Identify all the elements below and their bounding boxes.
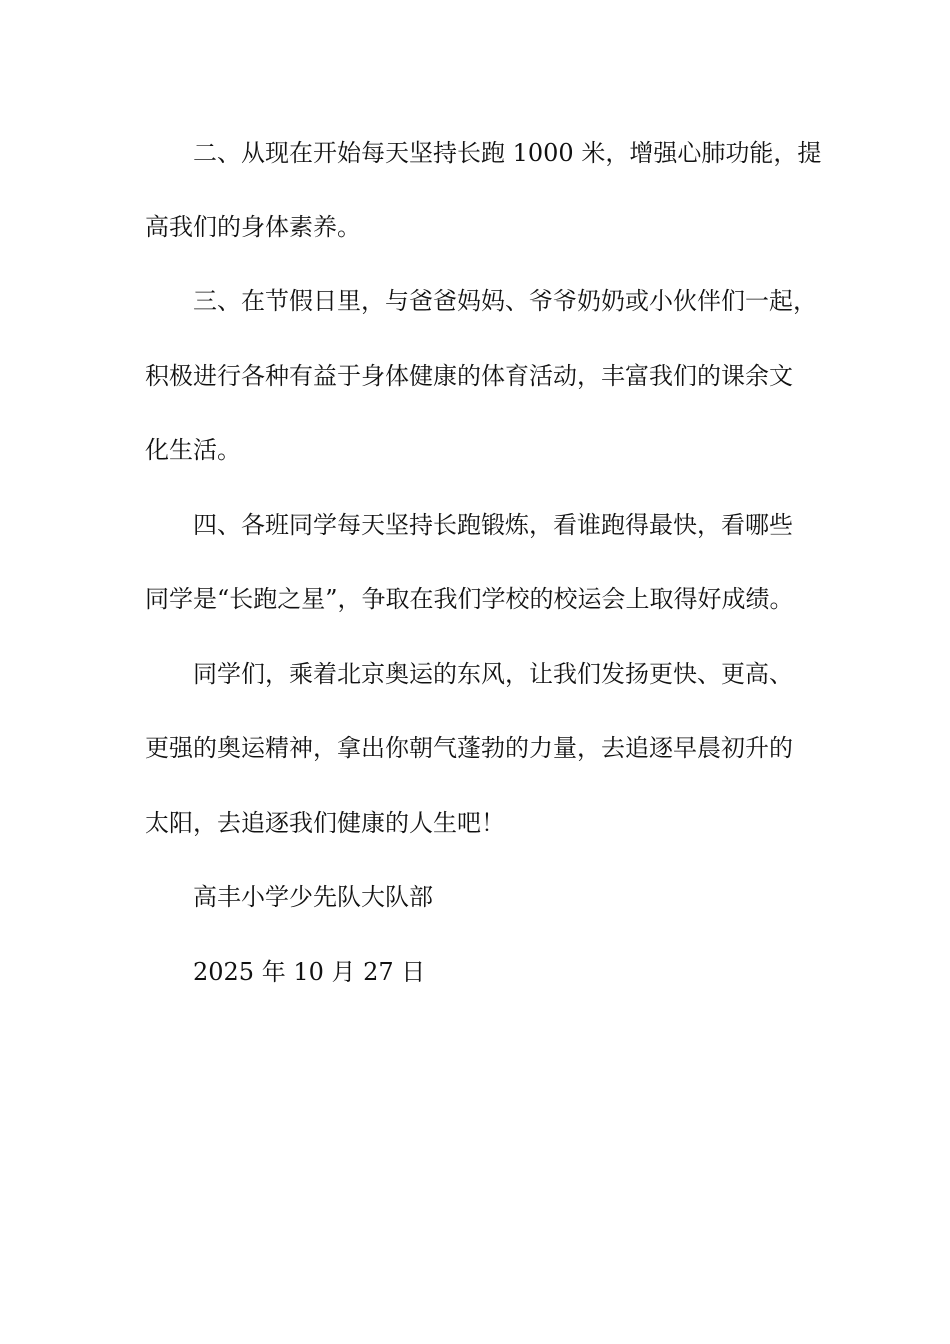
signature-organization: 高丰小学少先队大队部 [193,883,433,911]
paragraph-item-4-line-1: 四、各班同学每天坚持长跑锻炼，看谁跑得最快，看哪些 [193,511,793,539]
signature-date: 2025 年 10 月 27 日 [193,958,426,986]
paragraph-item-3-line-2: 积极进行各种有益于身体健康的体育活动，丰富我们的课余文 [145,362,793,390]
paragraph-closing-line-3: 太阳，去追逐我们健康的人生吧！ [145,809,505,837]
paragraph-item-3-line-3: 化生活。 [145,436,241,464]
paragraph-item-4-line-2: 同学是“长跑之星”，争取在我们学校的校运会上取得好成绩。 [145,585,794,613]
paragraph-closing-line-1: 同学们，乘着北京奥运的东风，让我们发扬更快、更高、 [193,660,793,688]
paragraph-item-3-line-1: 三、在节假日里，与爸爸妈妈、爷爷奶奶或小伙伴们一起， [193,287,817,315]
paragraph-closing-line-2: 更强的奥运精神，拿出你朝气蓬勃的力量，去追逐早晨初升的 [145,734,793,762]
paragraph-item-2-line-1: 二、从现在开始每天坚持长跑 1000 米，增强心肺功能，提 [193,139,822,167]
paragraph-item-2-line-2: 高我们的身体素养。 [145,213,361,241]
